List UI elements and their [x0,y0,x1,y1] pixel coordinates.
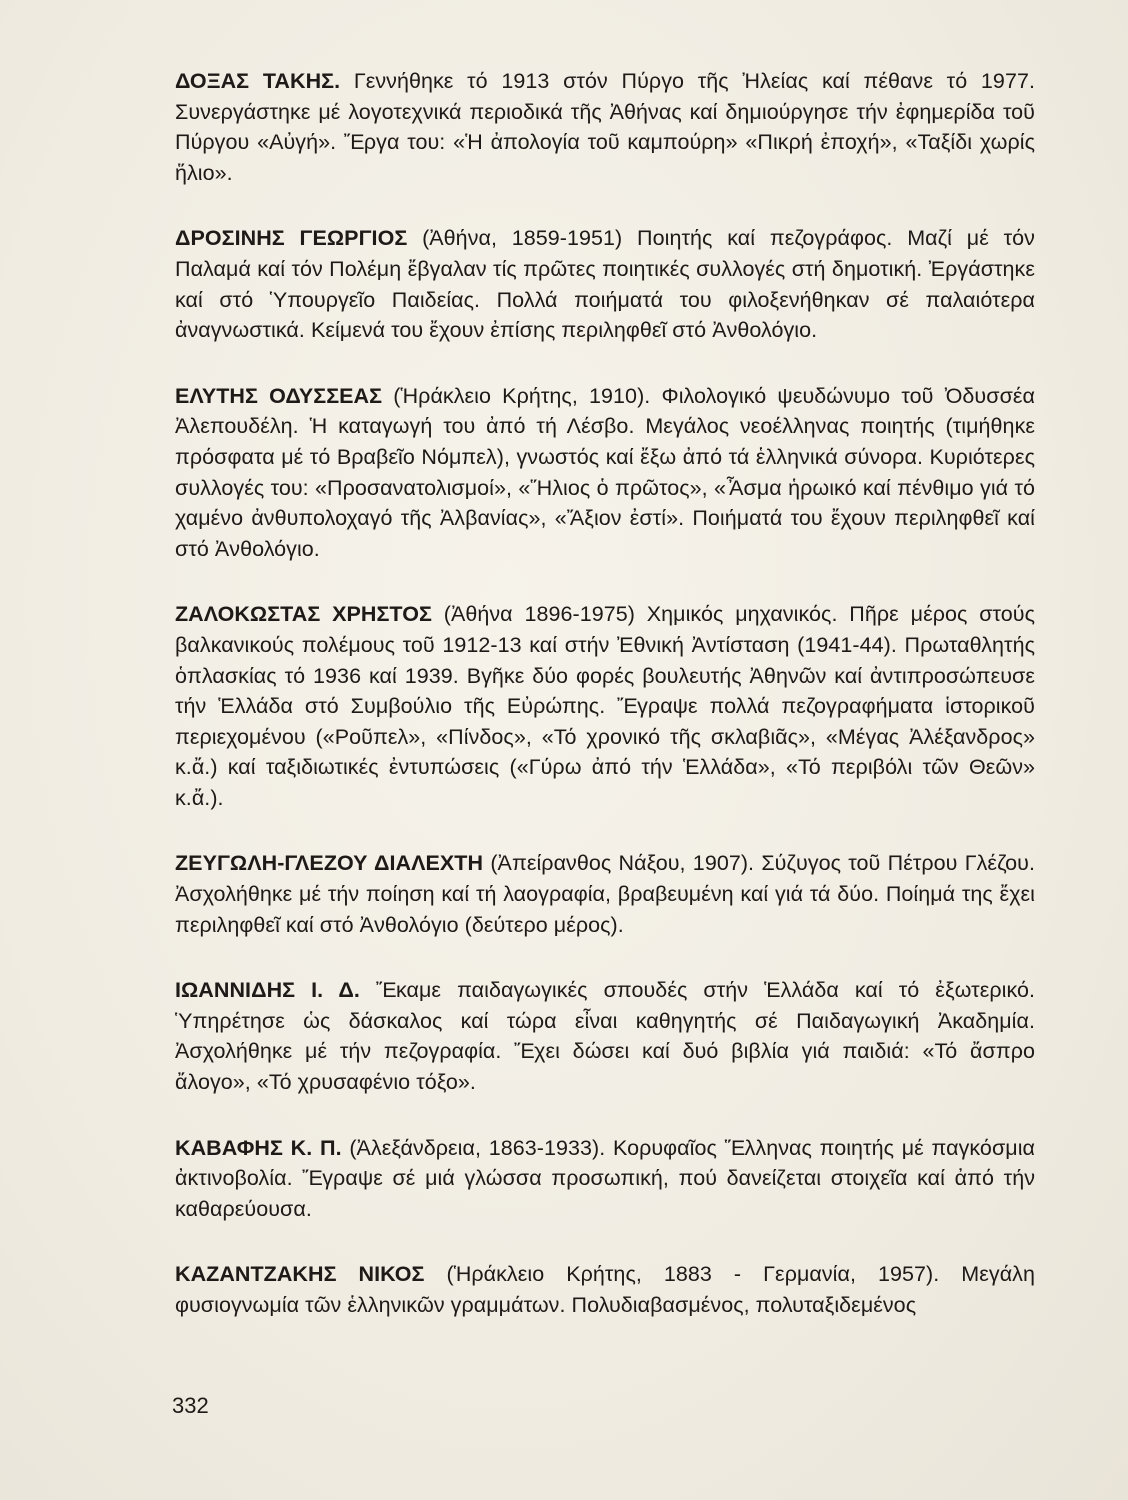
entry-text: Γεννήθηκε τό 1913 στόν Πύργο τῆς Ἠλείας καί πέθανε τό 1977. Συνεργάστηκε μέ λογοτεχνικά περιοδικά τῆς Ἀθήνας καί δημιούργησε τήν ἐφημερίδα τοῦ Πύργου «Αὐγή». Ἔργα του: «Ἡ ἀπολογία τοῦ καμπούρη» «Πικρή ἐποχή», «Ταξίδι χωρίς ἥλιο». [175,69,1035,185]
entry-text: (Ἀθήνα, 1859-1951) Ποιητής καί πεζογράφος. Μαζί μέ τόν Παλαμά καί τόν Πολέμη ἔβγαλαν τίς πρῶτες ποιητικές συλλογές στή δημοτική. Ἐργάστηκε καί στό Ὑπουργεῖο Παιδείας. Πολλά ποιήματά του φιλοξενήθηκαν σέ παλαιότερα ἀναγνωστικά. Κείμενά του ἔχουν ἐπίσης περιληφθεῖ στό Ἀνθολόγιο. [175,226,1035,343]
entry-heading: ΕΛΥΤΗΣ ΟΔΥΣΣΕΑΣ [175,383,383,408]
entry-ioannidis-i-d [175,975,1035,1097]
entry-text: Ἔκαμε παιδαγωγικές σπουδές στήν Ἑλλάδα καί τό ἐξωτερικό. Ὑπηρέτησε ὡς δάσκαλος καί τώρα εἶναι καθηγητής σέ Παιδαγωγική Ἀκαδημία. Ἀσχολήθηκε μέ τήν πεζογραφία. Ἔχει δώσει καί δυό βιβλία γιά παιδιά: «Τό ἄσπρο ἄλογο», «Τό χρυσαφένιο τόξο». [175,978,1036,1095]
entry-text: (Ἀθήνα 1896-1975) Χημικός μηχανικός. Πῆρε μέρος στούς βαλκανικούς πολέμους τοῦ 1912-13 καί στήν Ἐθνική Ἀντίσταση (1941-44). Πρωταθλητής ὁπλασκίας τό 1936 καί 1939. Βγῆκε δύο φορές βουλευτής Ἀθηνῶν καί ἀντιπροσώπευσε τήν Ἑλλάδα στό Συμβούλιο τῆς Εὐρώπης. Ἔγραψε πολλά πεζογραφήματα ἱστορικοῦ περιεχομένου («Ροῦπελ», «Πίνδος», «Τό χρονικό τῆς σκλαβιᾶς», «Μέγας Ἀλέξανδρος» κ.ἄ.) καί ταξιδιωτικές ἐντυπώσεις («Γύρω ἀπό τήν Ἑλλάδα», «Τό περιβόλι τῶν Θεῶν» κ.ἄ.). [175,602,1035,810]
entry-heading: ΚΑΖΑΝΤΖΑΚΗΣ ΝΙΚΟΣ [175,1262,425,1287]
entry-heading: ΚΑΒΑΦΗΣ Κ. Π. [175,1135,342,1160]
entry-zevgoli-glezou-dialechti [175,848,1035,940]
entry-kavafis-k-p [175,1133,1035,1225]
entry-doxas-takis [175,66,1035,188]
entry-heading: ΖΕΥΓΩΛΗ-ΓΛΕΖΟΥ ΔΙΑΛΕΧΤΗ [175,851,484,876]
entry-zalokostas-christos [175,599,1035,813]
entry-heading: ΖΑΛΟΚΩΣΤΑΣ ΧΡΗΣΤΟΣ [175,602,432,627]
entry-text: (Ἡράκλειο Κρήτης, 1910). Φιλολογικό ψευδώνυμο τοῦ Ὀδυσσέα Ἀλεπουδέλη. Ἡ καταγωγή του ἀπό τή Λέσβο. Μεγάλος νεοέλληνας ποιητής (τιμήθηκε πρόσφατα μέ τό Βραβεῖο Νόμπελ), γνωστός καί ἔξω ἀπό τά ἑλληνικά σύνορα. Κυριότερες συλλογές του: «Προσανατολισμοί», «Ἥλιος ὁ πρῶτος», «Ἆσμα ἡρωικό καί πένθιμο γιά τό χαμένο ἀνθυπολοχαγό τῆς Ἀλβανίας», «Ἄξιον ἐστί». Ποιήματά του ἔχουν περιληφθεῖ καί στό Ἀνθολόγιο. [175,383,1035,561]
entries-list [175,66,1035,1356]
entry-kazantzakis-nikos [175,1259,1035,1320]
entry-heading: ΔΟΞΑΣ ΤΑΚΗΣ. [175,69,341,93]
entry-heading: ΙΩΑΝΝΙΔΗΣ Ι. Δ. [175,978,360,1003]
entry-heading: ΔΡΟΣΙΝΗΣ ΓΕΩΡΓΙΟΣ [175,226,408,251]
entry-text: (Ἡράκλειο Κρήτης, 1883 - Γερμανία, 1957). Μεγάλη φυσιογνωμία τῶν ἑλληνικῶν γραμμάτων. Πολυδιαβασμένος, πολυταξιδεμένος [175,1262,1035,1317]
entry-drosinis-georgios [175,223,1035,345]
page-number: 332 [172,1393,209,1418]
entry-text: (Ἀλεξάνδρεια, 1863-1933). Κορυφαῖος Ἕλληνας ποιητής μέ παγκόσμια ἀκτινοβολία. Ἔγραψε σέ μιά γλώσσα προσωπική, πού δανείζεται στοιχεῖα καί ἀπό τήν καθαρεύουσα. [175,1135,1036,1221]
entry-text: (Ἀπείρανθος Νάξου, 1907). Σύζυγος τοῦ Πέτρου Γλέζου. Ἀσχολήθηκε μέ τήν ποίηση καί τή λαογραφία, βραβευμένη καί γιά τά δύο. Ποίημά της ἔχει περιληφθεῖ καί στό Ἀνθολόγιο (δεύτερο μέρος). [175,851,1036,937]
entry-elytis-odysseas [175,381,1035,565]
